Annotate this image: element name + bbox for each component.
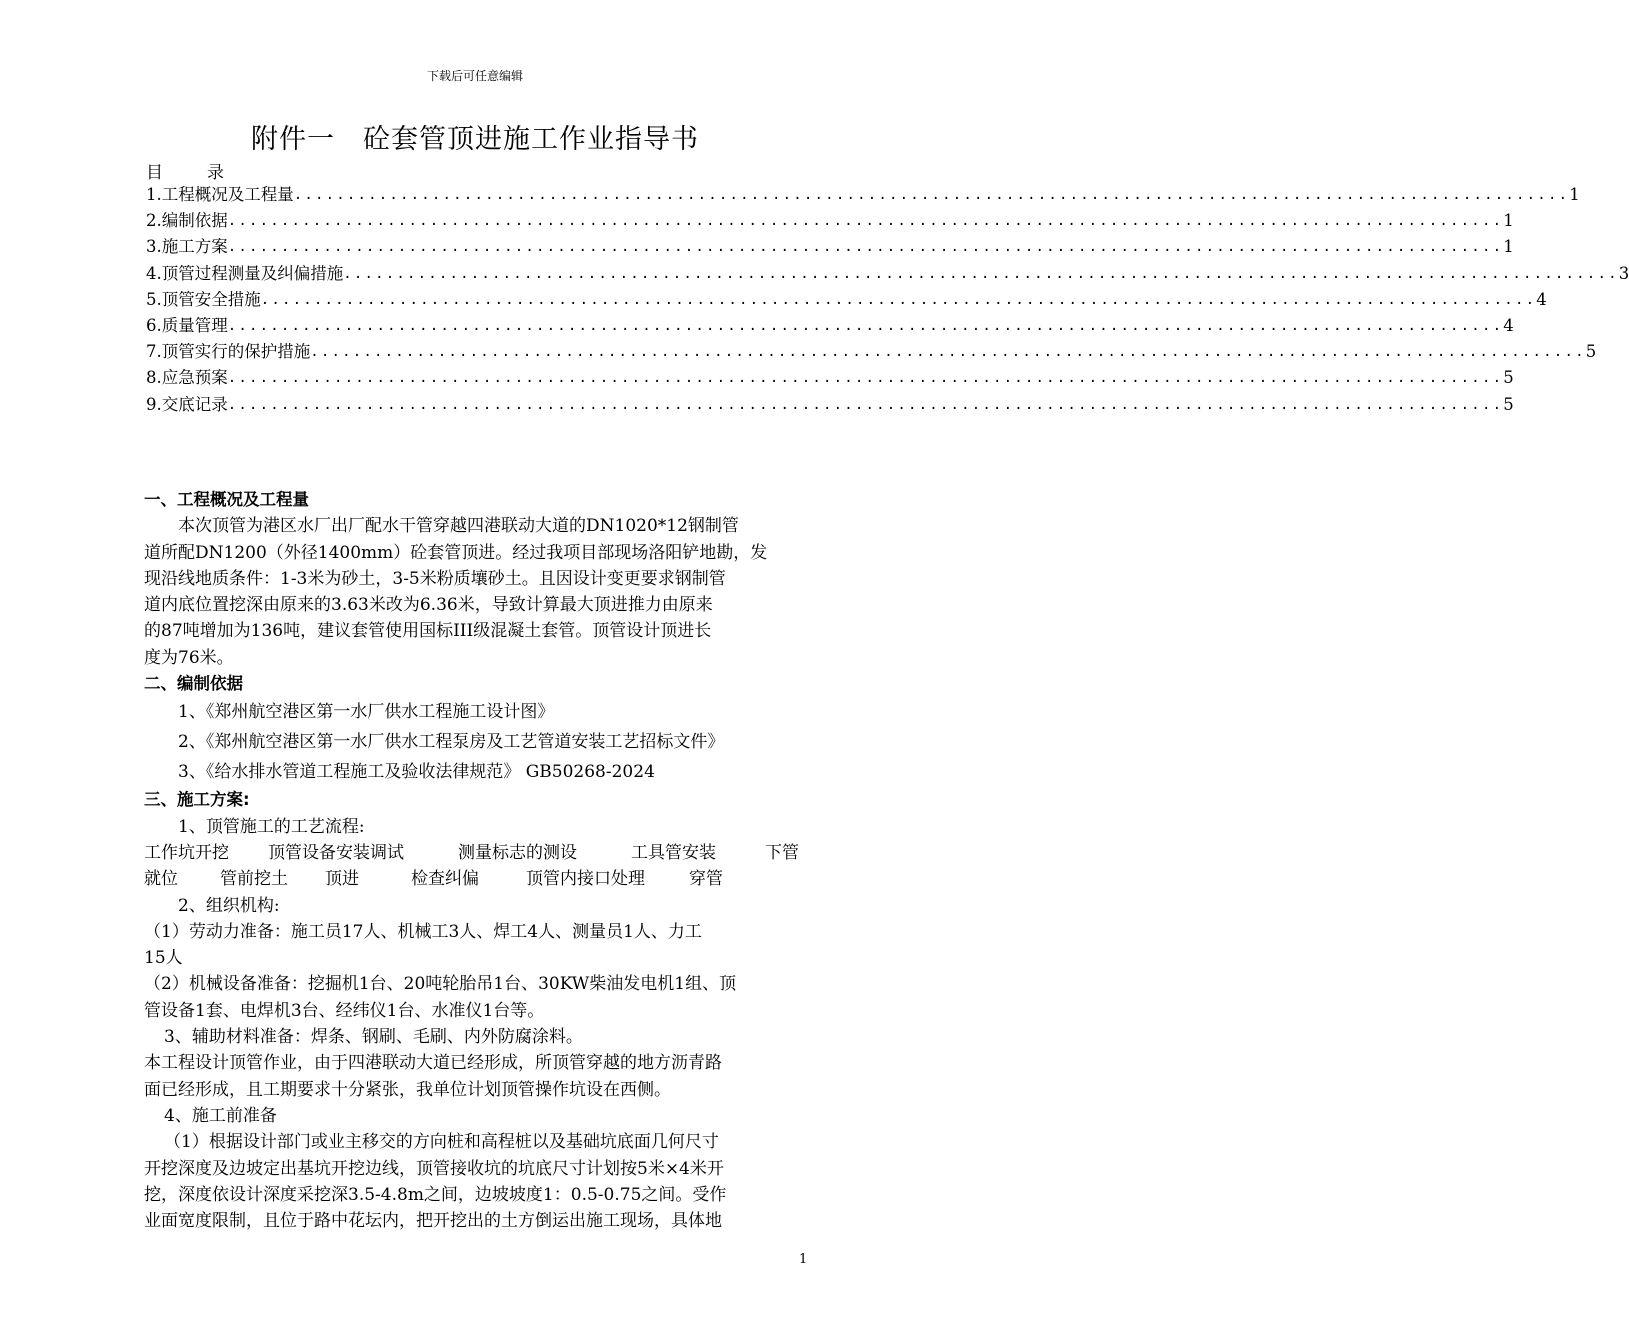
section-heading: 二、编制依据 <box>144 674 243 694</box>
flow-step: 工作坑开挖 <box>144 842 229 863</box>
toc-leader-dots: ........................................................................................................................ <box>260 291 1537 308</box>
toc-entry-page: 1 <box>1569 185 1580 204</box>
toc-entry-page: 1 <box>1503 237 1514 257</box>
paragraph-line: 道所配DN1200（外径1400mm）砼套管顶进。经过我项目部现场洛阳铲地勘，发 <box>144 542 768 563</box>
toc-entry-page: 3 <box>1618 263 1629 283</box>
toc-heading <box>146 158 224 183</box>
toc-entry-label: 顶管实行的保护措施 <box>161 342 311 362</box>
toc-entry-page: 4 <box>1503 315 1514 335</box>
toc-leader-dots: ........................................................................................................................ <box>227 213 1504 230</box>
paragraph-line: 15人 <box>144 948 183 969</box>
toc-entry[interactable] <box>146 313 1514 339</box>
flow-step: 管前挖土 <box>220 869 288 890</box>
toc-entry-number: 8. <box>146 368 162 388</box>
toc-entry-label: 工程概况及工程量 <box>161 185 294 204</box>
subheading: 4、施工前准备 <box>164 1105 277 1126</box>
toc-entry[interactable] <box>146 261 1629 287</box>
toc-leader-dots: ........................................................................................................................ <box>227 239 1504 256</box>
reference-item: 1、《郑州航空港区第一水厂供水工程施工设计图》 <box>178 702 555 723</box>
flow-step: 穿管 <box>689 869 723 890</box>
toc-entry-number: 1. <box>146 185 162 204</box>
toc-entry-label: 编制依据 <box>161 211 228 231</box>
paragraph-line: 度为76米。 <box>144 647 234 668</box>
toc-leader-dots: ........................................................................................................................ <box>310 344 1586 361</box>
paragraph-line: 现沿线地质条件：1-3米为砂土，3-5米粉质壤砂土。且因设计变更要求钢制管 <box>144 568 726 589</box>
flow-step: 顶进 <box>325 869 359 890</box>
toc-entry[interactable] <box>146 339 1597 365</box>
paragraph-line: 业面宽度限制，且位于路中花坛内，把开挖出的土方倒运出施工现场，具体地 <box>144 1211 722 1232</box>
document-title: 附件一 砼套管顶进施工作业指导书 <box>251 124 699 155</box>
toc-entry-number: 5. <box>146 289 162 309</box>
toc-entry[interactable] <box>146 287 1547 313</box>
paragraph-line: 挖，深度依设计深度采挖深3.5-4.8m之间，边坡坡度1：0.5-0.75之间。受作 <box>144 1184 727 1205</box>
toc-leader-dots: ........................................................................................................................ <box>227 370 1504 387</box>
toc-entry-number: 3. <box>146 237 162 257</box>
paragraph-line: 管设备1套、电焊机3台、经纬仪1台、水准仪1台等。 <box>144 1000 545 1021</box>
page-header: 下载后可任意编辑 <box>426 69 523 83</box>
toc-leader-dots: ........................................................................................................................ <box>293 187 1570 203</box>
section-heading: 一、工程概况及工程量 <box>144 490 309 509</box>
subheading: 2、组织机构: <box>178 895 280 916</box>
flow-step: 顶管设备安装调试 <box>268 842 404 863</box>
paragraph-line: 开挖深度及边坡定出基坑开挖边线，顶管接收坑的坑底尺寸计划按5米×4米开 <box>144 1158 724 1179</box>
paragraph-line: 3、辅助材料准备：焊条、钢刷、毛刷、内外防腐涂料。 <box>164 1027 583 1048</box>
toc-entry-label: 施工方案 <box>161 237 228 257</box>
toc-entry-page: 4 <box>1536 289 1547 309</box>
toc-entry-label: 交底记录 <box>161 394 228 414</box>
section-heading: 三、施工方案: <box>144 790 250 810</box>
table-of-contents <box>146 182 1629 418</box>
toc-leader-dots: ........................................................................................................................ <box>343 265 1619 282</box>
reference-item: 3、《给水排水管道工程施工及验收法律规范》 GB50268-2024 <box>178 762 655 783</box>
page-number: 1 <box>799 1252 808 1267</box>
paragraph-line: （1）劳动力准备：施工员17人、机械工3人、焊工4人、测量员1人、力工 <box>144 921 702 942</box>
flow-step: 工具管安装 <box>631 842 716 863</box>
toc-entry-number: 2. <box>146 211 162 231</box>
toc-leader-dots: ........................................................................................................................ <box>227 396 1504 413</box>
process-flow-row <box>144 840 808 866</box>
toc-entry-page: 1 <box>1503 211 1514 231</box>
toc-entry[interactable] <box>146 234 1514 260</box>
toc-entry-page: 5 <box>1503 394 1514 414</box>
process-flow-row <box>144 866 808 892</box>
toc-entry-page: 5 <box>1503 368 1514 388</box>
toc-entry[interactable] <box>146 208 1514 234</box>
toc-entry-page: 5 <box>1585 342 1597 362</box>
reference-item: 2、《郑州航空港区第一水厂供水工程泵房及工艺管道安装工艺招标文件》 <box>178 732 725 753</box>
subheading: 1、顶管施工的工艺流程: <box>178 816 365 837</box>
toc-entry-label: 顶管安全措施 <box>161 289 261 309</box>
paragraph-line: 本工程设计顶管作业，由于四港联动大道已经形成，所顶管穿越的地方沥青路 <box>144 1053 722 1074</box>
flow-step: 测量标志的测设 <box>458 842 577 863</box>
paragraph-line: （2）机械设备准备：挖掘机1台、20吨轮胎吊1台、30KW柴油发电机1组、顶 <box>144 974 737 995</box>
paragraph-line: 道内底位置挖深由原来的3.63米改为6.36米，导致计算最大顶进推力由原来 <box>144 595 713 616</box>
toc-entry[interactable] <box>146 182 1580 208</box>
toc-entry-number: 6. <box>146 315 162 335</box>
toc-entry-label: 顶管过程测量及纠偏措施 <box>161 263 344 283</box>
flow-step: 下管 <box>765 842 799 863</box>
paragraph-line: （1）根据设计部门或业主移交的方向桩和高程桩以及基础坑底面几何尺寸 <box>164 1132 719 1153</box>
toc-entry-number: 9. <box>146 394 162 414</box>
toc-entry[interactable] <box>146 392 1514 418</box>
flow-step: 检查纠偏 <box>411 869 479 890</box>
toc-entry[interactable] <box>146 365 1514 391</box>
toc-leader-dots: ........................................................................................................................ <box>227 317 1504 334</box>
paragraph-line: 的87吨增加为136吨，建议套管使用国标III级混凝土套管。顶管设计顶进长 <box>144 621 712 642</box>
toc-entry-number: 4. <box>146 263 162 283</box>
flow-step: 就位 <box>144 869 178 890</box>
toc-entry-number: 7. <box>146 342 162 362</box>
toc-entry-label: 应急预案 <box>161 368 228 388</box>
toc-entry-label: 质量管理 <box>161 315 228 335</box>
toc-heading-right: 录 <box>207 163 224 183</box>
paragraph-line: 面已经形成，且工期要求十分紧张，我单位计划顶管操作坑设在西侧。 <box>144 1079 671 1100</box>
flow-step: 顶管内接口处理 <box>526 869 645 890</box>
document-body <box>144 487 808 1234</box>
toc-heading-left: 目 <box>146 163 163 183</box>
paragraph-line: 本次顶管为港区水厂出厂配水干管穿越四港联动大道的DN1020*12钢制管 <box>178 516 739 537</box>
